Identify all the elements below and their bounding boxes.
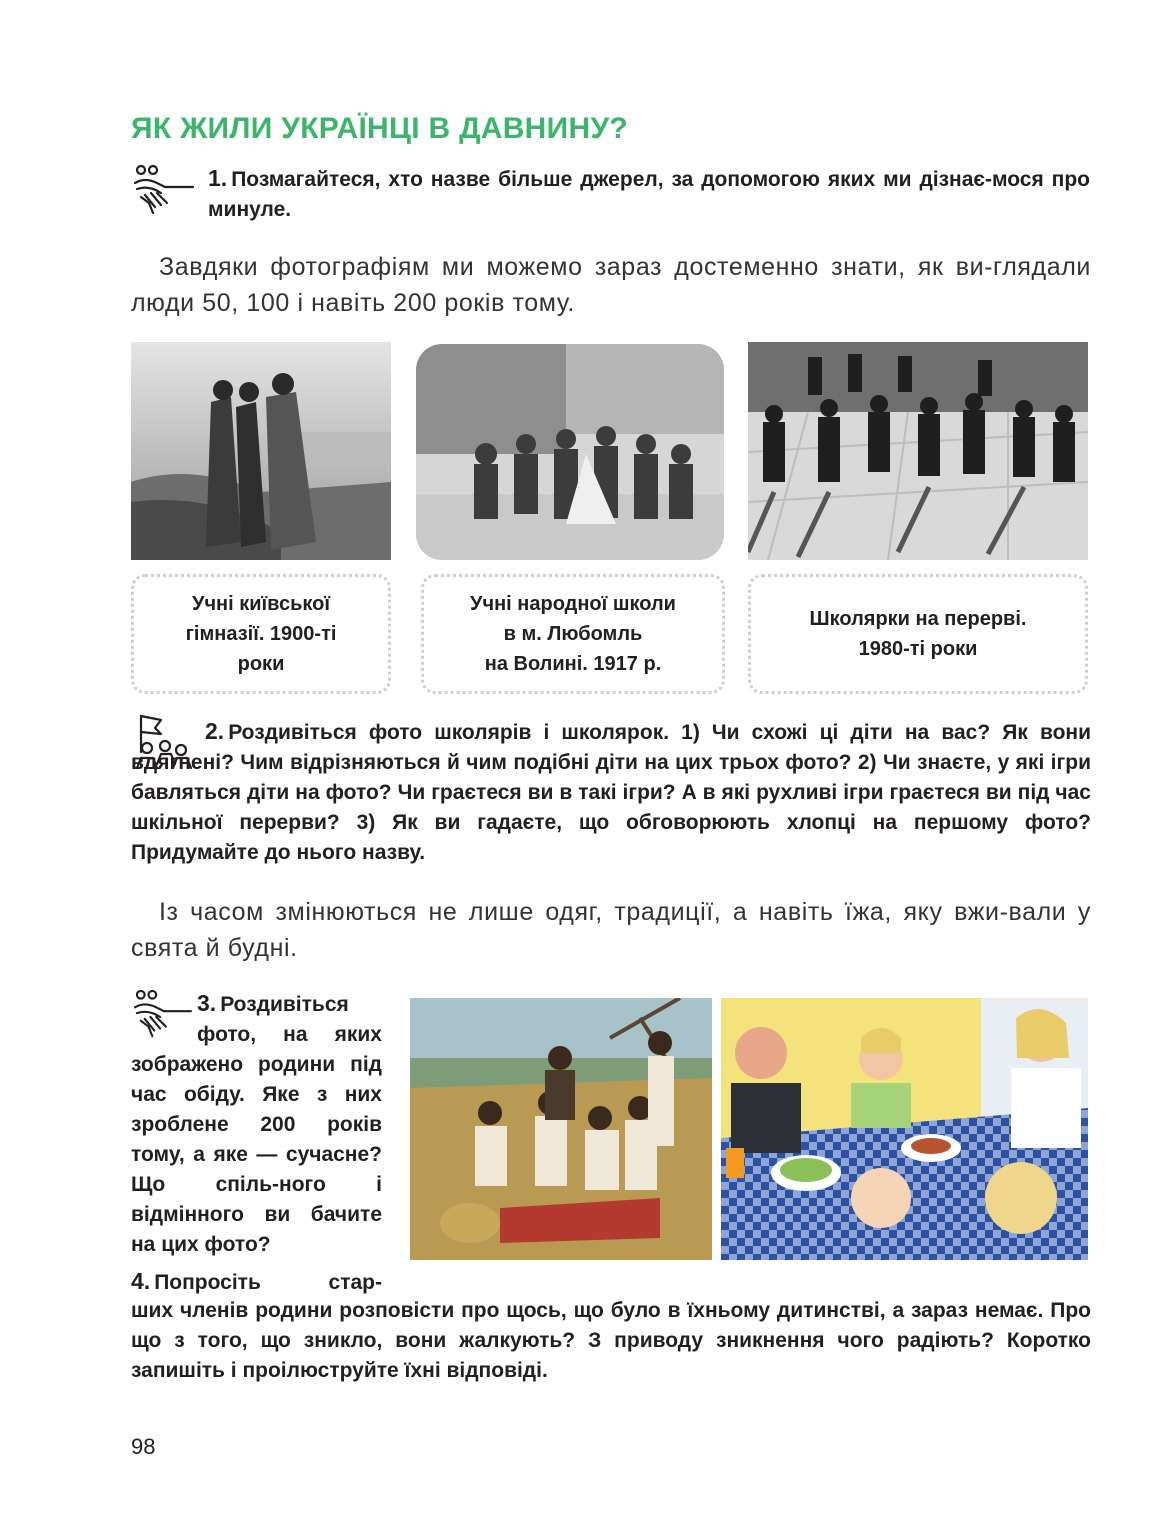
caption-line: роки xyxy=(237,653,285,675)
task-4-text-start: Попросіть стар- xyxy=(154,1271,382,1294)
photo-lyuboml-school xyxy=(416,344,724,560)
task-2 xyxy=(131,716,1091,868)
tug-of-war-icon xyxy=(131,163,195,219)
photo-family-meal-modern xyxy=(721,998,1088,1260)
task-1-number: 1. xyxy=(208,165,228,191)
caption-kyiv-gymnasium xyxy=(131,574,391,694)
photo-family-meal-old xyxy=(410,998,712,1260)
caption-schoolgirls-break xyxy=(748,574,1088,694)
task-3-number: 3. xyxy=(197,990,217,1016)
task-1-text: Позмагайтеся, хто назве більше джерел, за допомогою яких ми дізнає-мося про минуле. xyxy=(208,168,1090,221)
intro-paragraph: Завдяки фотографіям ми можемо зараз достеменно знати, як ви-глядали люди 50, 100 і навіть 200 років тому. xyxy=(131,253,1091,317)
task-4-rest: ших членів родини розповісти про щось, що було в їхньому дитинстві, а зараз немає. Про що з того, що зникло, вони жалкують? З приводу зникнення чого радіють? Коротко запишіть і проілюструйте їхні відповіді. xyxy=(131,1299,1091,1382)
task-2-text: Роздивіться фото школярів і школярок. 1) Чи схожі ці діти на вас? Як вони вдягнені? Чим відрізняються й чим подібні діти на цих трьох фото? 2) Чи знаєте, у які ігри бавляться діти на фото? Чи граєтеся ви в такі ігри? А в які рухливі ігри граєтеся ви під час шкільної перерви? 3) Як ви гадаєте, що обговорюють хлопці на першому фото? Придумайте до нього назву. xyxy=(131,721,1091,864)
caption-line: 1980-ті роки xyxy=(858,638,978,660)
task-3-text: Роздивіться фото, на яких зображено родини під час обіду. Яке з них зроблене 200 років тому, а яке — сучасне? Що спіль-ного і відмінного ви бачите на цих фото? xyxy=(131,993,382,1256)
caption-line: Учні київської xyxy=(192,593,330,615)
page-number: 98 xyxy=(131,1434,156,1459)
photo-schoolgirls-break xyxy=(748,342,1088,560)
photo-kyiv-gymnasium xyxy=(131,342,391,560)
task-4-start xyxy=(131,1266,382,1298)
caption-line: Школярки на перерві. xyxy=(809,608,1027,630)
task-3 xyxy=(131,988,382,1260)
caption-line: на Волині. 1917 р. xyxy=(484,653,662,675)
caption-lyuboml-school xyxy=(421,574,725,694)
task-2-number: 2. xyxy=(205,718,225,744)
caption-line: Учні народної школи xyxy=(470,593,676,615)
page-title: ЯК ЖИЛИ УКРАЇНЦІ В ДАВНИНУ? xyxy=(131,112,629,145)
caption-line: в м. Любомль xyxy=(503,623,643,645)
food-paragraph: Із часом змінюються не лише одяг, традиції, а навіть їжа, яку вжи-вали у свята й будні. xyxy=(131,898,1091,962)
task-4-number: 4. xyxy=(131,1268,151,1294)
caption-line: гімназії. 1900-ті xyxy=(185,623,337,645)
task-1 xyxy=(208,163,1090,225)
